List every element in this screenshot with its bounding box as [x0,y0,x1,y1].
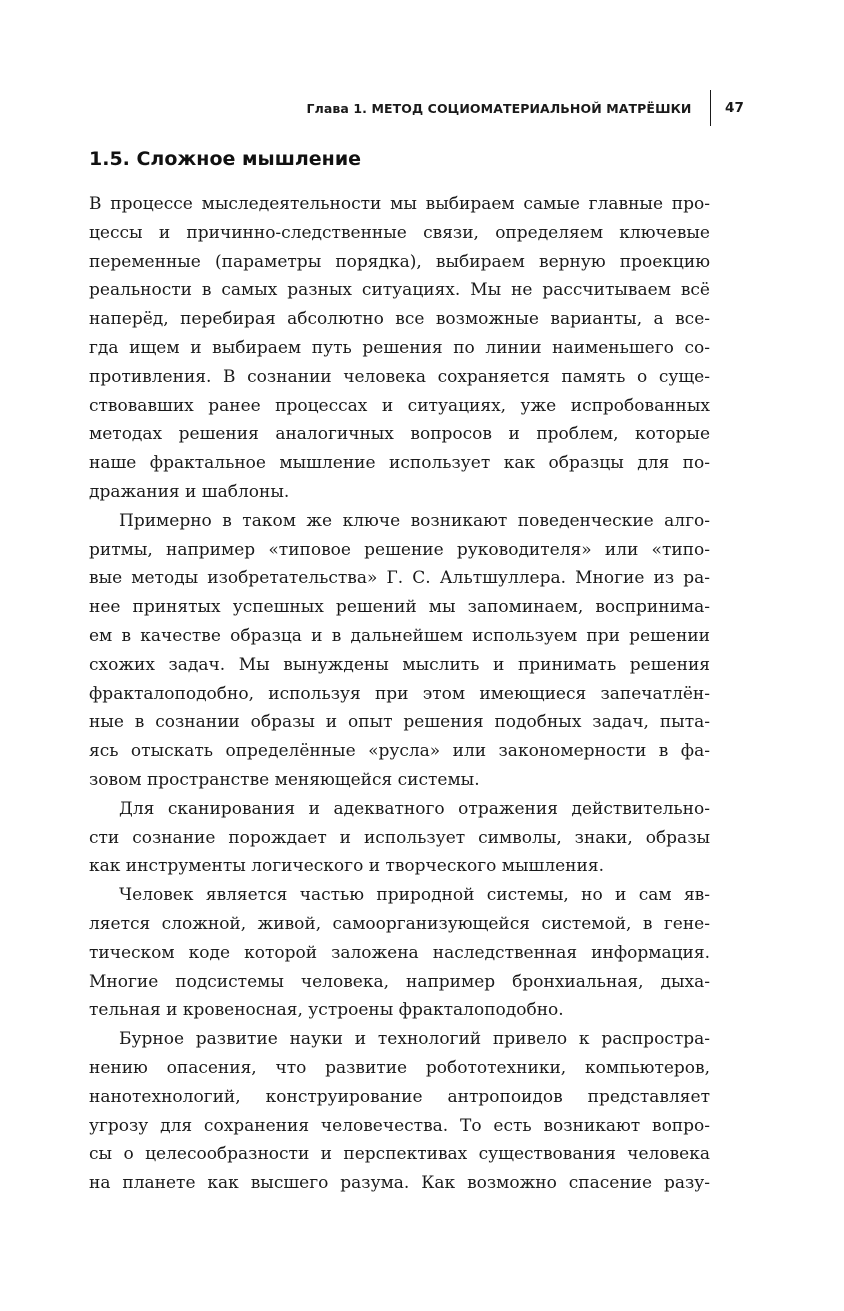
text-line: Человек является частью природной системы, но и сам яв- [119,885,710,906]
text-line: сти сознание порождает и использует символы, знаки, образы [89,827,710,848]
text-line: ритмы, например «типовое решение руководителя» или «типо- [89,539,710,560]
text-line: как инструменты логического и творческого мышления. [89,856,604,877]
text-line: угрозу для сохранения человечества. То есть возникают вопро- [89,1115,710,1136]
text-line: цессы и причинно-следственные связи, определяем ключевые [89,222,710,243]
chapter-title: Глава 1. МЕТОД СОЦИОМАТЕРИАЛЬНОЙ МАТРЁШКИ [306,100,692,116]
running-header [307,92,745,124]
section-heading: 1.5. Сложное мышление [89,148,362,170]
text-line: нее принятых успешных решений мы запоминаем, воспринима- [89,597,710,618]
paragraph-5 [89,1025,710,1198]
paragraph-2 [89,507,710,795]
text-line: реальности в самых разных ситуациях. Мы не рассчитываем всё [89,280,710,301]
text-line: наше фрактальное мышление использует как образцы для по- [89,453,710,474]
text-line: тическом коде которой заложена наследственная информация. [89,942,710,963]
paragraph-3 [89,795,710,881]
text-line: Примерно в таком же ключе возникают поведенческие алго- [119,510,710,531]
text-line: Для сканирования и адекватного отражения действительно- [119,798,710,819]
body-text [89,190,710,1198]
text-line: Бурное развитие науки и технологий привело к распростра- [119,1029,710,1050]
text-line: сы о целесообразности и перспективах существования человека [89,1144,710,1165]
text-line: ные в сознании образы и опыт решения подобных задач, пыта- [89,712,710,733]
text-line: нанотехнологий, конструирование антропоидов представляет [89,1086,710,1107]
text-line: В процессе мыследеятельности мы выбираем самые главные про- [89,194,710,214]
text-line: тельная и кровеносная, устроены фракталоподобно. [89,1000,564,1021]
text-line: нению опасения, что развитие робототехники, компьютеров, [89,1057,710,1078]
text-line: фракталоподобно, используя при этом имеющиеся запечатлён- [89,683,710,704]
text-line: гда ищем и выбираем путь решения по линии наименьшего со- [89,337,710,358]
text-line: зовом пространстве меняющейся системы. [89,769,480,790]
page-number: 47 [725,100,744,116]
paragraph-1 [89,190,710,507]
text-line: ствовавших ранее процессах и ситуациях, уже испробованных [89,395,710,416]
text-line: ем в качестве образца и в дальнейшем используем при решении [89,625,710,646]
text-line: Многие подсистемы человека, например бронхиальная, дыха- [89,971,710,992]
text-line: методах решения аналогичных вопросов и проблем, которые [89,424,710,445]
text-line: ляется сложной, живой, самоорганизующейся системой, в гене- [89,913,710,934]
text-line: схожих задач. Мы вынуждены мыслить и принимать решения [89,654,710,675]
text-line: противления. В сознании человека сохраняется память о суще- [89,366,710,387]
text-line: на планете как высшего разума. Как возможно спасение разу- [89,1173,710,1194]
text-line: наперёд, перебирая абсолютно все возможные варианты, а все- [89,309,710,330]
text-line: ясь отыскать определённые «русла» или закономерности в фа- [89,741,710,762]
text-line: дражания и шаблоны. [89,481,290,502]
text-line: вые методы изобретательства» Г. С. Альтшуллера. Многие из ра- [89,568,710,589]
text-line: переменные (параметры порядка), выбираем верную проекцию [89,251,710,272]
header-divider [710,90,712,126]
paragraph-4 [89,881,710,1025]
